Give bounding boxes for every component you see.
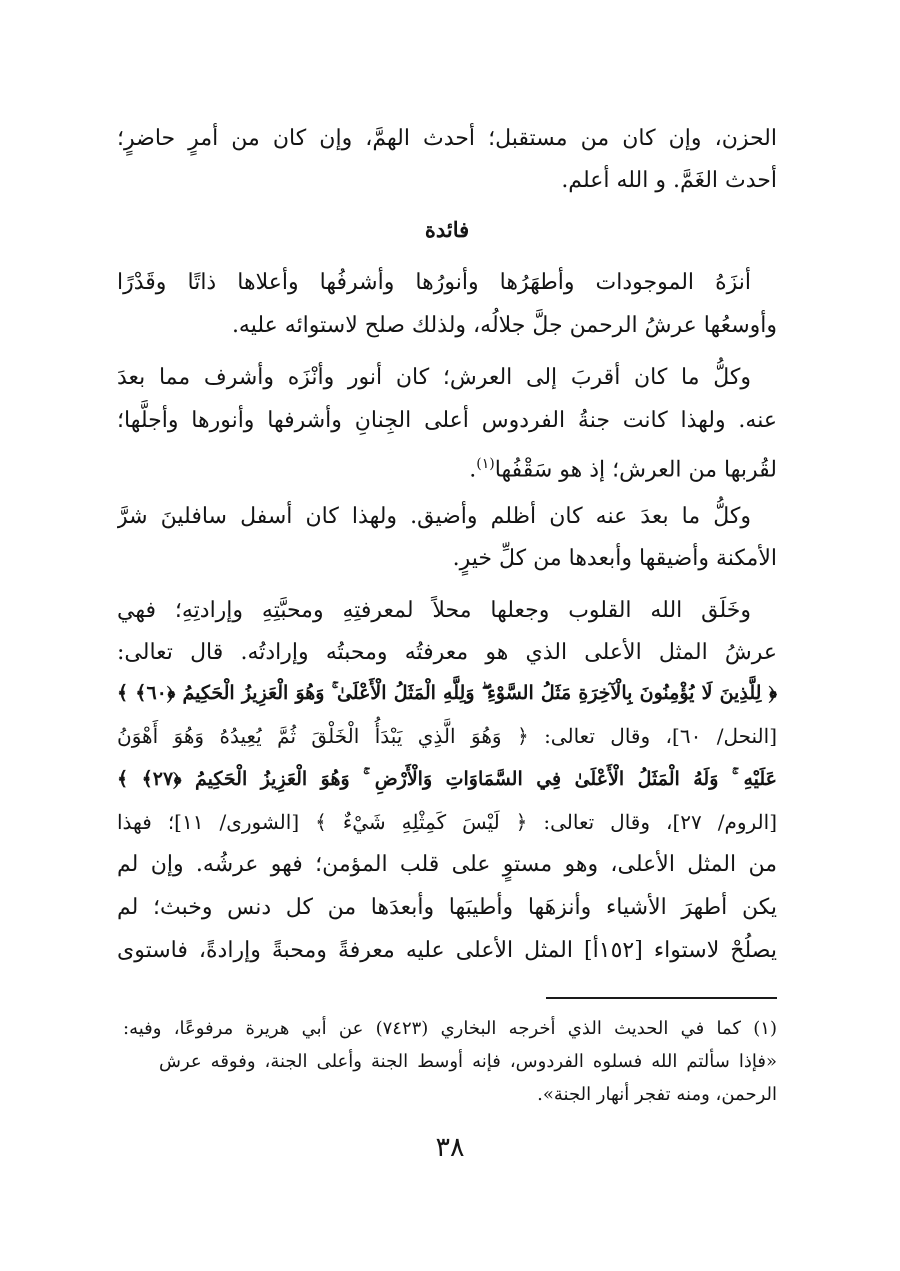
text-line: الحزن، وإن كان من مستقبل؛ أحدث الهمَّ، وإن كان من أمرٍ حاضرٍ؛ xyxy=(117,126,777,151)
text-line: يكن أطهرَ الأشياء وأنزهَها وأطيبَها وأبعدَها من كل دنس وخبث؛ لم xyxy=(117,895,777,920)
footnote-line: «فإذا سألتم الله فسلوه الفردوس، فإنه أوسط الجنة وأعلى الجنة، وفوقه عرش xyxy=(159,1051,777,1072)
text-line: الأمكنة وأضيقها وأبعدها من كلِّ خيرٍ. xyxy=(452,546,777,571)
text-line: أحدث الغَمَّ. و الله أعلم. xyxy=(561,168,777,193)
section-heading: فائدة xyxy=(424,217,470,242)
page-number: ٣٨ xyxy=(435,1132,465,1163)
footnote-line xyxy=(123,1012,777,1046)
footnote-text: كما في الحديث الذي أخرجه البخاري (٧٤٢٣) عن أبي هريرة مرفوعًا، وفيه: xyxy=(123,1018,741,1039)
text-line: عرشُ المثل الأعلى الذي هو معرفتُه ومحبتُه وإرادتُه. قال تعالى: xyxy=(117,640,777,665)
text-line-content: لقُربها من العرش؛ إذ هو سَقْفُها xyxy=(494,457,777,483)
footnote-marker: (١) xyxy=(476,456,495,472)
text-line: وكلُّ ما بعدَ عنه كان أظلم وأضيق. ولهذا كان أسفل سافلينَ شرَّ xyxy=(117,504,751,529)
text-line: عنه. ولهذا كانت جنةُ الفردوس أعلى الجِنانِ وأشرفها وأنورها وأجلَّها؛ xyxy=(117,408,777,433)
text-line: وخَلَق الله القلوب وجعلها محلاً لمعرفتِهِ ومحبَّتِهِ وإرادتِهِ؛ فهي xyxy=(117,598,751,623)
text-line: من المثل الأعلى، وهو مستوٍ على قلب المؤمن؛ فهو عرشُه. وإن لم xyxy=(117,852,777,877)
text-line: وكلُّ ما كان أقربَ إلى العرش؛ كان أنور وأنْزَه وأشرف مما بعدَ xyxy=(117,365,751,390)
text-line: أنزَهُ الموجودات وأطهَرُها وأنورُها وأشرفُها وأعلاها ذاتًا وقَدْرًا xyxy=(117,270,751,295)
text-line: [الروم/ ٢٧]، وقال تعالى: ﴿ لَيْسَ كَمِثْلِهِ شَيْءٌ ﴾ [الشورى/ ١١]؛ فهذا xyxy=(117,810,777,834)
quran-verse-line: عَلَيْهِ ۚ وَلَهُ الْمَثَلُ الْأَعْلَىٰ فِي السَّمَاوَاتِ وَالْأَرْضِ ۚ وَهُوَ الْعَزِيزُ الْحَكِيمُ ﴿٢٧﴾ ﴾ xyxy=(117,768,777,790)
text-line: لقُربها من العرش؛ إذ هو سَقْفُها$^{(١)}$. xyxy=(469,456,777,483)
footnote-separator xyxy=(546,997,777,999)
quran-verse-line: [النحل/ ٦٠]، وقال تعالى: ﴿ وَهُوَ الَّذِي يَبْدَأُ الْخَلْقَ ثُمَّ يُعِيدُهُ وَهُوَ أَهْوَنُ xyxy=(117,724,777,748)
quran-verse-line: ﴿ لِلَّذِينَ لَا يُؤْمِنُونَ بِالْآخِرَةِ مَثَلُ السَّوْءِ ۖ وَلِلَّهِ الْمَثَلُ الْأَعْلَىٰ ۚ وَهُوَ الْعَزِيزُ الْحَكِيمُ ﴿٦٠﴾ ﴾ xyxy=(117,682,777,704)
footnote-line: الرحمن، ومنه تفجر أنهار الجنة». xyxy=(537,1084,777,1105)
footnote-number: (١) xyxy=(753,1018,777,1039)
text-line: يصلُحْ لاستواء [١٥٢أ] المثل الأعلى عليه معرفةً ومحبةً وإرادةً، فاستوى xyxy=(117,938,777,963)
text-line: وأوسعُها عرشُ الرحمن جلَّ جلالُه، ولذلك صلح لاستوائه عليه. xyxy=(231,313,777,338)
